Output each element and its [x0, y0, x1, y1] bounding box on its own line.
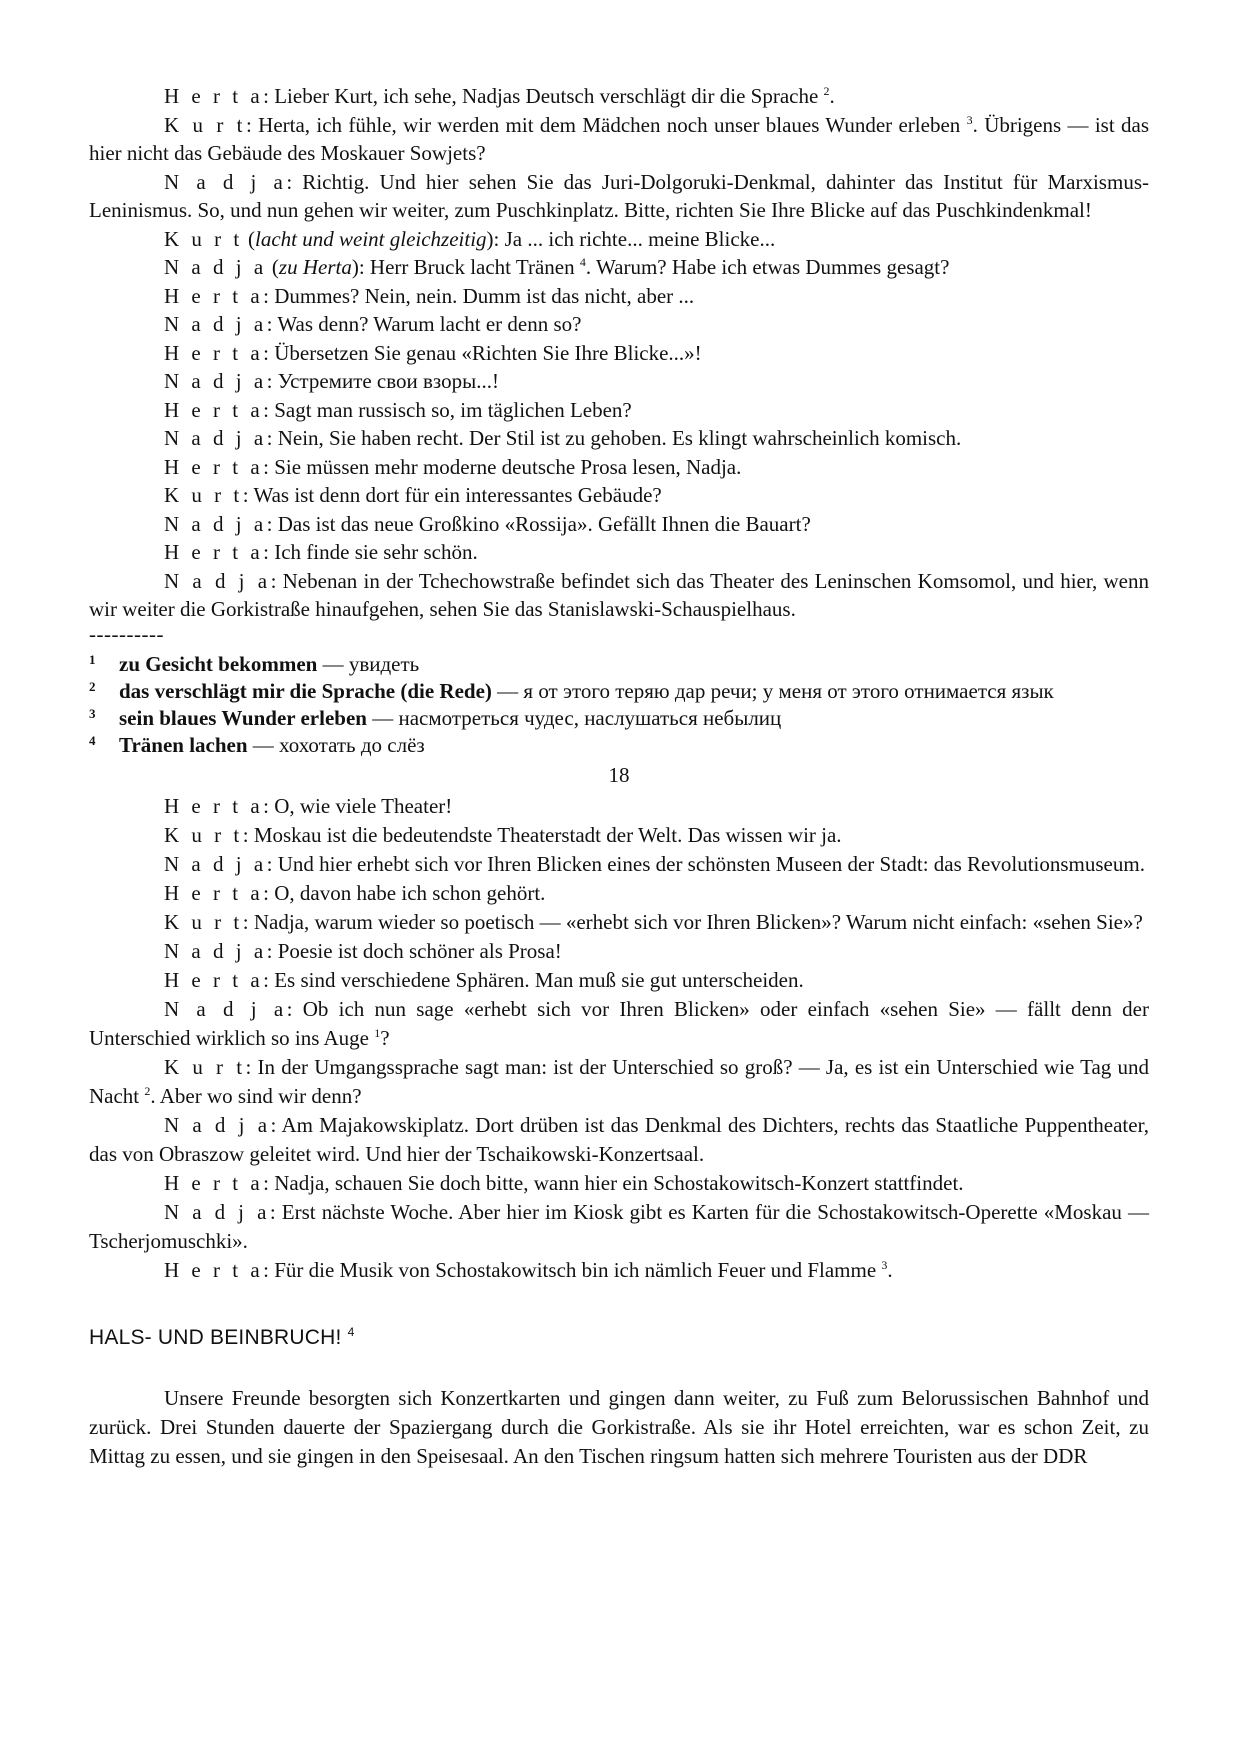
footnote-term: zu Gesicht bekommen: [119, 651, 318, 676]
dialogue-text: : O, wie viele Theater!: [263, 793, 453, 818]
dialogue-text: : Ob ich nun sage «erhebt sich vor Ihren Blicken» oder einfach «sehen Sie» — fällt denn der Unterschied wirklich so ins Auge: [89, 996, 1149, 1050]
speaker-name: K u r t: [164, 909, 243, 934]
dialogue-text: : Das ist das neue Großkino «Rossija». Gefällt Ihnen die Bauart?: [266, 511, 811, 536]
speaker-name: N a d j a: [164, 511, 267, 536]
speaker-name: H e r t a: [164, 793, 264, 818]
dialogue-line: [89, 538, 1149, 567]
dialogue-text: : Poesie ist doch schöner als Prosa!: [266, 938, 562, 963]
dialogue-text: : Ja ... ich richte... meine Blicke...: [493, 226, 776, 251]
dialogue-text: : Was denn? Warum lacht er denn so?: [266, 312, 582, 336]
dialogue-text-continued: ?: [380, 1025, 390, 1050]
dialogue-line: [89, 1169, 1149, 1198]
dialogue-text: : Übersetzen Sie genau «Richten Sie Ihre Blicke...»!: [263, 340, 702, 365]
dialogue-text: : O, davon habe ich schon gehört.: [263, 880, 546, 905]
stage-direction: zu Herta: [278, 255, 352, 279]
dialogue-line: [89, 792, 1149, 821]
dialogue-text: : Und hier erhebt sich vor Ihren Blicken eines der schönsten Museen der Stadt: das Revolutionsmuseum.: [266, 851, 1145, 876]
section-heading: [89, 1323, 1149, 1353]
dialogue-line: [89, 995, 1149, 1053]
dialogue-line: [89, 937, 1149, 966]
dialogue-line: [89, 1198, 1149, 1256]
speaker-name: K u r t: [164, 226, 243, 251]
dialogue-text: : Richtig. Und hier sehen Sie das Juri-Dolgoruki-Denkmal, dahinter das Institut für Marxismus-Leninismus. So, und nun gehen wir weiter, zum Puschkinplatz. Bitte, richten Sie Ihre Blicke auf das Puschkindenkmal!: [89, 169, 1149, 222]
stage-direction: lacht und weint gleichzeitig: [255, 226, 487, 251]
footnote-number: 1: [89, 651, 96, 667]
dialogue-line: [89, 481, 1149, 510]
dialogue-text: : Ich finde sie sehr schön.: [263, 540, 478, 564]
dialogue-line: [89, 966, 1149, 995]
speaker-name: H e r t a: [164, 1170, 264, 1195]
footnote-text: [119, 733, 1149, 757]
speaker-name: H e r t a: [164, 283, 264, 308]
speaker-name: H e r t a: [164, 340, 264, 365]
speaker-name: K u r t: [164, 822, 243, 847]
dialogue-text-continued: .: [887, 1257, 893, 1282]
dialogue-text: : Es sind verschiedene Sphären. Man muß sie gut unterscheiden.: [263, 967, 804, 992]
dialogue-text-continued: . Warum? Habe ich etwas Dummes gesagt?: [585, 255, 950, 279]
footnote-text: [119, 706, 1149, 730]
dialogue-line: N a d j a (zu Herta): Herr Bruck lacht Tränen $^4$. Warum? Habe ich etwas Dummes gesagt?: [164, 255, 950, 279]
footnote-ref: 4: [579, 255, 586, 269]
dialogue-line: [89, 453, 1149, 482]
speaker-name: H e r t a: [164, 397, 264, 422]
dialogue-line: [89, 282, 1149, 311]
speaker-name: H e r t a: [164, 880, 264, 905]
dialogue-line: [89, 396, 1149, 425]
dialogue-text: : Nebenan in der Tchechowstraße befindet sich das Theater des Leninschen Komsomol, und hier, wenn wir weiter die Gorkistraße hinaufgehen, sehen Sie das Stanislawski-Schauspielhaus.: [89, 568, 1149, 621]
dialogue-text: : Was ist denn dort für ein interessantes Gebäude?: [242, 483, 662, 507]
speaker-name: N a d j a: [164, 312, 267, 336]
dialogue-text: : Am Majakowskiplatz. Dort drüben ist das Denkmal des Dichters, rechts das Staatliche Puppentheater, das von Obraszow geleitet wird. Und hier der Tschaikowski-Konzertsaal.: [89, 1112, 1149, 1166]
footnote: [89, 706, 1149, 730]
footnote-text: [119, 679, 1149, 703]
dialogue-text-continued: . Übrigens — ist das hier nicht das Gebäude des Moskauer Sowjets?: [89, 112, 1149, 165]
speaker-name: H e r t a: [164, 540, 264, 564]
dialogue-line: [89, 310, 1149, 339]
dialogue-line: [89, 1111, 1149, 1169]
footnotes: [89, 652, 1149, 757]
dialogue-line: [89, 424, 1149, 453]
dialogue-line: [89, 111, 1149, 168]
page-number: 18: [608, 762, 630, 787]
footnote-ref: 1: [374, 1025, 381, 1040]
dialogue-text: : Für die Musik von Schostakowitsch bin ich nämlich Feuer und Flamme: [263, 1257, 877, 1282]
document-page: [89, 82, 1149, 1471]
dialogue-text: : Nein, Sie haben recht. Der Stil ist zu gehoben. Es klingt wahrscheinlich komisch.: [266, 426, 962, 450]
dialogue-section-1: [89, 82, 1149, 624]
footnote-term: sein blaues Wunder erleben: [119, 705, 367, 730]
footnote-term: das verschlägt mir die Sprache (die Rede): [119, 678, 492, 703]
footnote-term: Tränen lachen: [119, 732, 248, 757]
dialogue-line: [89, 879, 1149, 908]
dialogue-line: [89, 567, 1149, 624]
dialogue-text: : Herr Bruck lacht Tränen: [358, 255, 575, 279]
dialogue-text: : Устремите свои взоры...!: [266, 369, 499, 393]
speaker-name: H e r t a: [164, 967, 264, 992]
speaker-name: K u r t: [164, 112, 246, 137]
speaker-name: H e r t a: [164, 1257, 264, 1282]
footnote-number: 3: [89, 705, 96, 721]
speaker-name: K u r t: [164, 483, 243, 507]
dialogue-text: : Nadja, schauen Sie doch bitte, wann hier ein Schostakowitsch-Konzert stattfindet.: [263, 1170, 964, 1195]
section-heading-text: HALS- UND BEINBRUCH!: [89, 1325, 342, 1349]
footnote-text: [119, 652, 1149, 676]
dialogue-text: : Nadja, warum wieder so poetisch — «erhebt sich vor Ihren Blicken»? Warum nicht einfach: «sehen Sie»?: [242, 909, 1143, 934]
footnote-definition: — насмотреться чудес, наслушаться небылиц: [366, 705, 782, 730]
footnote-separator: ----------: [89, 621, 164, 646]
speaker-name: H e r t a: [164, 84, 264, 108]
dialogue-text: : Sagt man russisch so, im täglichen Leben?: [263, 397, 632, 422]
dialogue-section-2: [89, 792, 1149, 1285]
dialogue-line: [89, 1256, 1149, 1285]
speaker-name: N a d j a: [164, 568, 271, 593]
dialogue-line: [89, 510, 1149, 539]
dialogue-text: : Erst nächste Woche. Aber hier im Kiosk gibt es Karten für die Schostakowitsch-Operette «Moskau — Tscherjomuschki».: [89, 1199, 1149, 1253]
dialogue-text: : Herta, ich fühle, wir werden mit dem Mädchen noch unser blaues Wunder erleben: [245, 112, 961, 137]
footnote: [89, 652, 1149, 676]
dialogue-line: [89, 908, 1149, 937]
dialogue-line: [89, 367, 1149, 396]
speaker-name: H e r t a: [164, 454, 264, 479]
footnote-ref: 3: [966, 112, 973, 127]
footnote: [89, 733, 1149, 757]
speaker-name: N a d j a: [164, 1199, 270, 1224]
dialogue-line: [89, 1053, 1149, 1111]
footnote-definition: — увидеть: [317, 651, 420, 676]
footnote-number: 2: [89, 678, 96, 694]
speaker-name: N a d j a: [164, 426, 267, 450]
dialogue-text: : Moskau ist die bedeutendste Theaterstadt der Welt. Das wissen wir ja.: [242, 822, 842, 847]
dialogue-line: [89, 850, 1149, 879]
dialogue-text: : Lieber Kurt, ich sehe, Nadjas Deutsch verschlägt dir die Sprache: [263, 84, 819, 108]
speaker-name: N a d j a: [164, 851, 267, 876]
dialogue-line: [89, 82, 1149, 111]
section-heading-footnote-ref: 4: [347, 1324, 355, 1339]
speaker-name: K u r t: [164, 1054, 246, 1079]
footnote-definition: — я от этого теряю дар речи; у меня от этого отнимается язык: [491, 678, 1054, 703]
footnote-ref: 2: [144, 1083, 151, 1098]
speaker-name: N a d j a: [164, 1112, 271, 1137]
footnote-definition: — хохотать до слёз: [247, 732, 425, 757]
footnote-number: 4: [89, 732, 96, 748]
speaker-name: N a d j a: [164, 938, 267, 963]
speaker-name: N a d j a: [164, 369, 267, 393]
footnote: [89, 679, 1149, 703]
dialogue-line: [89, 821, 1149, 850]
dialogue-text: : In der Umgangssprache sagt man: ist der Unterschied so groß? — Ja, es ist ein Unterschied wie Tag und Nacht: [89, 1054, 1149, 1108]
dialogue-line: [89, 339, 1149, 368]
section-paragraph: Unsere Freunde besorgten sich Konzertkarten und gingen dann weiter, zu Fuß zum Belorussischen Bahnhof und zurück. Drei Stunden dauerte der Spaziergang durch die Gorkistraße. Als sie ihr Hotel erreichten, war es schon Zeit, zu Mittag zu essen, und sie gingen in den Speisesaal. An den Tischen ringsum hatten sich mehrere Touristen aus der DDR: [89, 1385, 1149, 1468]
footnote-ref: 2: [823, 84, 830, 98]
dialogue-line: [89, 168, 1149, 225]
speaker-name: N a d j a: [164, 169, 287, 194]
footnote-ref: 3: [881, 1257, 888, 1272]
speaker-name: N a d j a: [164, 996, 287, 1021]
dialogue-line: K u r t (lacht und weint gleichzeitig): Ja ... ich richte... meine Blicke...: [164, 226, 776, 251]
dialogue-text-continued: . Aber wo sind wir denn?: [150, 1083, 362, 1108]
dialogue-text: : Dummes? Nein, nein. Dumm ist das nicht, aber ...: [263, 283, 695, 308]
dialogue-text: : Sie müssen mehr moderne deutsche Prosa lesen, Nadja.: [263, 454, 742, 479]
speaker-name: N a d j a: [164, 255, 267, 279]
dialogue-text-continued: .: [829, 84, 835, 108]
